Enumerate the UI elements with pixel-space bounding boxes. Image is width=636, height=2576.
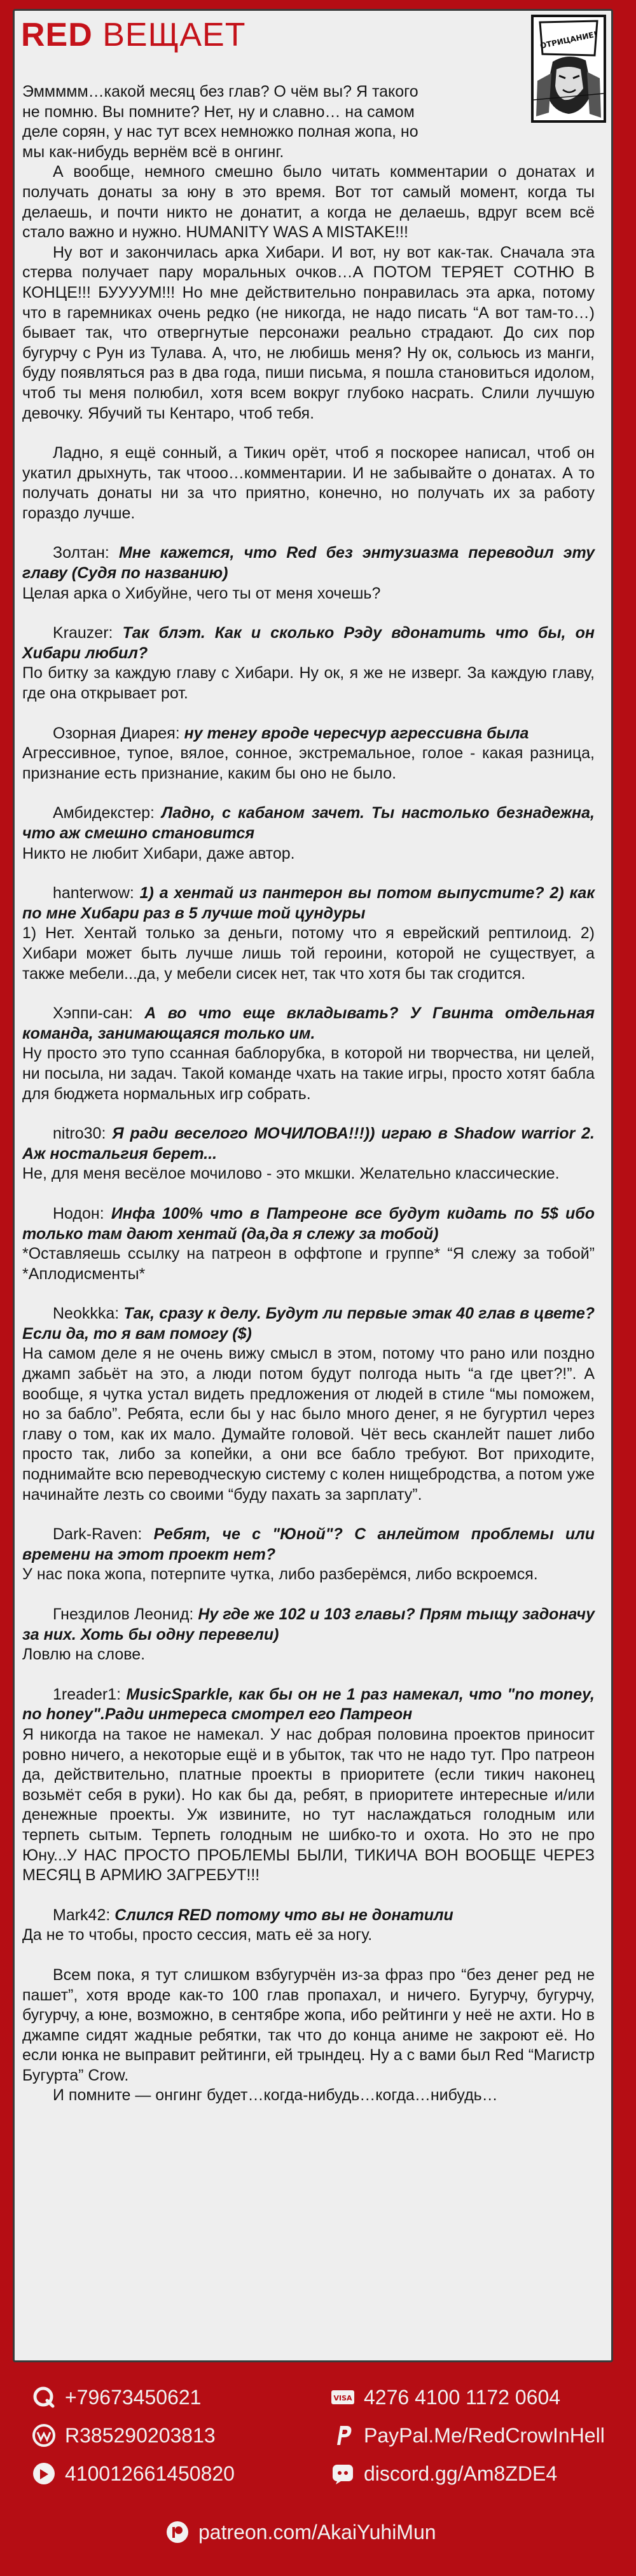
comment-question — [22, 543, 595, 583]
commenter-name: Krauzer: — [53, 624, 123, 642]
comment-block — [22, 1685, 595, 1886]
comment-question — [22, 623, 595, 663]
reply-text: Никто не любит Хибари, даже автор. — [22, 844, 295, 862]
yandex-row — [32, 2462, 235, 2486]
commenter-name: Гнездилов Леонид: — [53, 1605, 198, 1623]
reply-text: 1) Нет. Хентай только за деньги, потому что я еврейский рептилоид. 2) Хибари может быть лучше лишь той героини, которой не существует, а также мебели...да, у мебели сисек нет, так что хотя бы так сгодится. — [22, 924, 595, 983]
comment-text: MusicSparkle, как бы он не 1 раз намекал, что "no money, no honey".Ради интереса смотрел его Патреон — [22, 1685, 595, 1724]
comment-text: Мне кажется, что Red без энтузиазма переводил эту главу (Судя по названию) — [22, 544, 595, 583]
comment-text: 1) а хентай из пантерон вы потом выпустите? 2) как по мне Хибари раз в 5 лучше той цундуры — [22, 884, 595, 922]
comment-block — [22, 724, 595, 784]
comment-question — [22, 1525, 595, 1565]
header — [15, 11, 611, 55]
comment-block — [22, 803, 595, 864]
intro-paragraph-1: Эммммм…какой месяц без глав? О чём вы? Я такого не помню. Вы помните? Нет, ну и славно… на самом деле сорян, у нас тут всех немножко полная жопа, но мы как-нибудь вернём всё в онгинг. — [22, 83, 418, 161]
intro-paragraph-4: Ладно, я ещё сонный, а Тикич орёт, чтоб я поскорее написал, чтоб он укатил дрыхнуть, так чтооо…комментарии. И не забывайте о донатах. А то получать донаты ни за что приятно, конечно, но получать их за работу гораздо лучше. — [22, 444, 595, 522]
webmoney-wallet[interactable]: R385290203813 — [65, 2423, 216, 2447]
title-bold: RED — [21, 17, 93, 53]
commenter-name: Dark-Raven: — [53, 1525, 154, 1544]
comment-block — [22, 1525, 595, 1585]
reply-text: На самом деле я не очень вижу смысл в этом, потому что рано или поздно джамп забьёт на это, а люди потом будут полгода ныть “а где цвет?!”. А вообще, я чутка устал видеть предложения от людей в стиле “мы поможем, но за бабло”. Ребята, если бы у нас было много денег, я не бугуртил через главу о том, как их мало. Думайте головой. Чёт весь сканлейт пашет либо просто так, либо за копейки, а они все бабло требуют. Вот приходите, поднимайте всю переводческую систему с колен нищебродства, а потом уже начинайте лезть со своими “буду пахать за зарплату”. — [22, 1345, 595, 1504]
intro-paragraph-2: А вообще, немного смешно было читать комментарии о донатах и получать донаты за юну в это время. Вот тот самый момент, когда ты делаешь, и почти никто не донатит, а когда не делаешь, вдруг всем всё стало важно и нужно. HUMANITY WAS A MISTAKE!!! — [22, 163, 595, 242]
comment-text: Слился RED потому что вы не донатили — [114, 1906, 453, 1924]
comment-question — [22, 1605, 595, 1645]
commenter-name: Золтан: — [53, 544, 119, 562]
comment-question — [22, 1004, 595, 1044]
commenter-name: nitro30: — [53, 1125, 113, 1143]
commenter-name: Mark42: — [53, 1906, 115, 1924]
patreon-row — [165, 2520, 436, 2544]
comment-question — [22, 1204, 595, 1244]
visa-card-number[interactable]: 4276 4100 1172 0604 — [364, 2385, 561, 2409]
comment-text: ну тенгу вроде чересчур агрессивна была — [184, 724, 529, 742]
reply-text: У нас пока жопа, потерпите чутка, либо разберёмся, либо вскроемся. — [22, 1565, 538, 1584]
intro-paragraph-3: Ну вот и закончилась арка Хибари. И вот, ну вот как-так. Сначала эта стерва получает пару моральных очков…А ПОТОМ ТЕРЯЕТ СОТНЮ В КОНЦЕ!!! БУУУУМ!!! Но мне действительно понравилась эта арка, потому что в гаремниках очень редко (не никогда, не надо писать “А вот там-то…) бывает так, что отвергнутые персонажи реально страдают. До сих пор бугурчу с Рун из Тулава. А, что, не любишь меня? Ну ок, сольюсь из манги, буду появляться раз в два года, пиши письма, я пошла становиться идолом, чтоб ты меня полюбил, хотя всем вокруг глубоко насрать. Слили лучшую девочку. Ябучий ты Кентаро, чтоб тебя. — [22, 243, 595, 422]
comment-question — [22, 1685, 595, 1725]
reply-text: Целая арка о Хибуйне, чего ты от меня хочешь? — [22, 584, 381, 602]
comment-block — [22, 1204, 595, 1284]
comment-block — [22, 1304, 595, 1505]
spacer — [22, 424, 595, 443]
qiwi-phone[interactable]: +79673450621 — [65, 2385, 202, 2409]
spacer — [22, 1946, 595, 1965]
comment-question — [22, 1906, 595, 1926]
comment-block — [22, 543, 595, 604]
paypal-icon — [331, 2423, 355, 2448]
patreon-icon — [165, 2520, 190, 2544]
patreon-link[interactable]: patreon.com/AkaiYuhiMun — [198, 2520, 436, 2544]
discord-link[interactable]: discord.gg/Am8ZDE4 — [364, 2462, 558, 2485]
commenter-name: 1reader1: — [53, 1685, 127, 1703]
commenter-name: Амбидекстер: — [53, 804, 162, 822]
comment-block — [22, 1605, 595, 1665]
visa-card-icon — [331, 2385, 355, 2409]
visa-row — [331, 2385, 560, 2409]
comment-block — [22, 883, 595, 984]
reply-text: По битку за каждую главу с Хибари. Ну ок, я же не изверг. За каждую главу, где она открывает рот. — [22, 664, 595, 703]
comment-text: Я ради веселого МОЧИЛОВА!!!)) играю в Shadow warrior 2. Аж ностальгия берет... — [22, 1125, 595, 1163]
comment-text: Ладно, с кабаном зачет. Ты настолько безнадежна, что аж смешно становится — [22, 804, 595, 842]
comment-block — [22, 1124, 595, 1184]
comment-text: А во что еще вкладывать? У Гвинта отдельная команда, занимающаяся только им. — [22, 1004, 595, 1042]
paypal-row — [331, 2423, 605, 2448]
comment-block — [22, 1906, 595, 1946]
donation-footer — [0, 2365, 636, 2576]
yandex-wallet[interactable]: 410012661450820 — [65, 2462, 235, 2485]
yandex-money-icon — [32, 2462, 56, 2486]
comment-question — [22, 1124, 595, 1164]
outro-paragraph-2: И помните — онгинг будет…когда-нибудь…когда…нибудь… — [53, 2086, 498, 2105]
comment-question — [22, 883, 595, 924]
commenter-name: Neokkka: — [53, 1305, 124, 1323]
reply-text: Да не то чтобы, просто сессия, мать её за ногу. — [22, 1926, 373, 1944]
reply-text: Агрессивное, тупое, вялое, сонное, экстремальное, голое - какая разница, признание есть признание, каким бы оно не было. — [22, 744, 595, 782]
title-rest: ВЕЩАЕТ — [92, 17, 246, 53]
comment-question — [22, 1304, 595, 1344]
page-title — [21, 16, 246, 54]
reply-text: Ну просто это тупо ссанная баблорубка, в которой ни творчества, ни целей, ни посыла, ни задач. Такой команде чхать на такие игры, просто хотят бабла для бюджета нормальных игр собрать. — [22, 1044, 595, 1103]
commenter-name: hanterwow: — [53, 884, 140, 903]
comment-text: Ребят, че с "Юной"? С анлейтом проблемы или времени на этот проект нет? — [22, 1525, 595, 1563]
commenter-name: Нодон: — [53, 1204, 111, 1222]
webmoney-row — [32, 2423, 216, 2448]
comment-text: Инфа 100% что в Патреоне все будут кидать по 5$ ибо только там дают хентай (да,да я слежу за тобой) — [22, 1204, 595, 1243]
comment-text: Так блэт. Как и сколько Рэду вдонатить что бы, он Хибари любил? — [22, 624, 595, 662]
reply-text: Я никогда на такое не намекал. У нас добрая половина проектов приносит ровно ничего, а некоторые ещё и в убыток, так что не надо тут. Про патреон да, действительно, платные проекты в приоритете (если тикич наконец возьмёт себя в руки). Но как бы да, ребят, в приоритете интересные и/или денежные проекты. Уж извините, но тут наслаждаться голодным или терпеть сытым. Терпеть голодным не шибко-то и охота. Но это не про Юну...У НАС ПРОСТО ПРОБЛЕМЫ БЫЛИ, ТИКИЧА ВОН ВООБЩЕ ЧЕРЕЗ МЕСЯЦ В АРМИЮ ЗАГРЕБУТ!!! — [22, 1725, 595, 1885]
qiwi-row — [32, 2385, 201, 2409]
article-body — [22, 82, 595, 2106]
webmoney-icon — [32, 2423, 56, 2448]
reply-text: Не, для меня весёлое мочилово - это мкшки. Желательно классические. — [22, 1165, 560, 1183]
qiwi-icon — [32, 2385, 56, 2409]
reply-text: *Оставляешь ссылку на патреон в оффтопе и группе* “Я слежу за тобой” *Аплодисменты* — [22, 1245, 595, 1283]
commenter-name: Хэппи-сан: — [53, 1004, 145, 1023]
comment-block — [22, 623, 595, 703]
comment-question — [22, 803, 595, 843]
reply-text: Ловлю на слове. — [22, 1645, 146, 1664]
svg-text:VISA: VISA — [333, 2394, 352, 2402]
speech-bubble-text: ОТРИЦАНИЕ! — [539, 29, 598, 51]
paypal-link[interactable]: PayPal.Me/RedCrowInHell — [364, 2423, 605, 2447]
content-panel — [13, 9, 613, 2362]
comment-text: Ну где же 102 и 103 главы? Прям тыщу задоначу за них. Хоть бы одну перевели) — [22, 1605, 595, 1644]
commenter-name: Озорная Диарея: — [53, 724, 184, 742]
outro-paragraph-1: Всем пока, я тут слишком взбугурчён из-за фраз про “без денег ред не пашет”, хотя вроде как-то 100 глав пропахал, и ничего. Бугурчу, бугурчу, бугурчу, а юне, возможно, в сентябре жопа, ибо рейтинги у неё не ахти. Но в джампе сидят жадные ребятки, так что до конца аниме не закроют её. Но если юнка не выправит рейтинги, ей трындец. Ну а с вами был Red “Магистр Бугурта” Crow. — [22, 1965, 595, 2084]
discord-icon — [331, 2462, 355, 2486]
discord-row — [331, 2462, 557, 2486]
comment-block — [22, 1004, 595, 1104]
comment-text: Так, сразу к делу. Будут ли первые этак 40 глав в цвете? Если да, то я вам помогу ($) — [22, 1305, 595, 1343]
comment-question — [22, 724, 595, 744]
